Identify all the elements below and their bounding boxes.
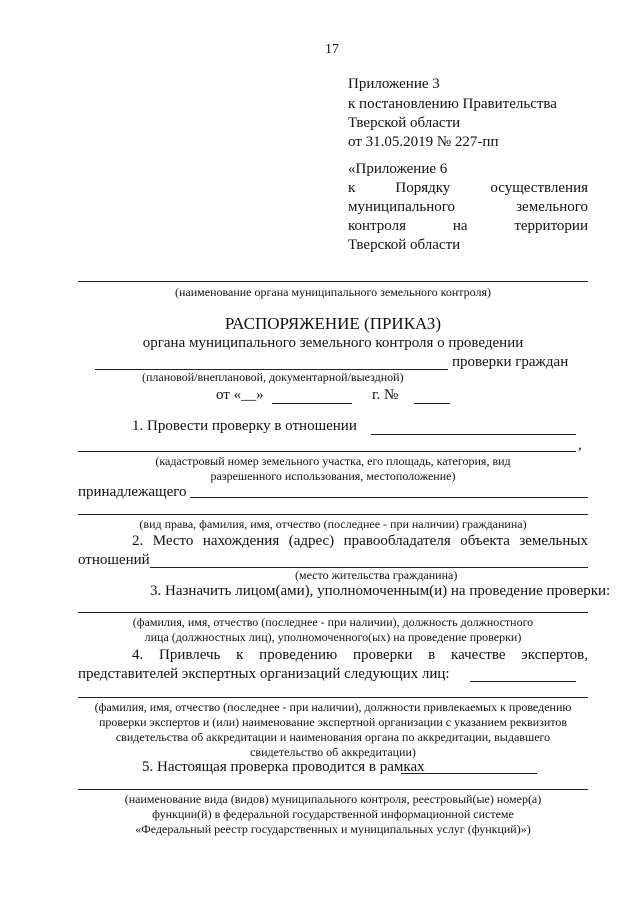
item4-caption-2: проверки экспертов и (или) наименование экспертной организации с указанием реквизитов	[98, 715, 568, 729]
item1-text: 1. Провести проверку в отношении	[132, 418, 357, 434]
item4-caption-4: свидетельство об аккредитации)	[250, 745, 416, 759]
item1-parcel-field[interactable]	[78, 451, 576, 452]
org-name-field[interactable]	[78, 281, 588, 282]
header-line-2: к постановлению Правительства	[348, 96, 557, 112]
item5-scope-field[interactable]	[401, 773, 537, 774]
item1-caption-3: (вид права, фамилия, имя, отчество (последнее - при наличии) гражданина)	[139, 517, 527, 531]
item1-caption-2: разрешенного использования, местоположение)	[210, 469, 456, 483]
item4-experts-field[interactable]	[470, 681, 576, 682]
year-number-label: г. №	[372, 387, 399, 403]
header-line-3: Тверской области	[348, 115, 461, 131]
document-subtitle: органа муниципального земельного контроля о проведении	[142, 335, 524, 351]
header-line-4: от 31.05.2019 № 227-пп	[348, 134, 499, 150]
owner-field-2[interactable]	[78, 514, 588, 515]
page-number: 17	[325, 42, 339, 57]
appendix-line-5: Тверской области	[348, 237, 461, 253]
item5-text: 5. Настоящая проверка проводится в рамках	[142, 759, 425, 775]
org-name-caption: (наименование органа муниципального земельного контроля)	[174, 285, 492, 299]
appendix-line-3: муниципального земельного	[348, 199, 588, 215]
item1-caption-1: (кадастровый номер земельного участка, его площадь, категория, вид	[155, 454, 511, 468]
date-month-field[interactable]	[272, 403, 352, 404]
item1-subject-field[interactable]	[371, 434, 576, 435]
item3-text: 3. Назначить лицом(ами), уполномоченным(и) на проведение проверки:	[150, 583, 611, 599]
item4-experts-field-2[interactable]	[78, 697, 588, 698]
item3-caption-1: (фамилия, имя, отчество (последнее - при наличии), должность должностного	[132, 615, 534, 629]
document-title: РАСПОРЯЖЕНИЕ (ПРИКАЗ)	[224, 314, 442, 333]
item5-caption-1: (наименование вида (видов) муниципального контроля, реестровый(ые) номер(а)	[124, 792, 542, 806]
item4-line-2: представителей экспертных организаций следующих лиц:	[78, 666, 450, 682]
item5-caption-2: функции(й) в федеральной государственной информационной системе	[152, 807, 514, 821]
item4-line-1: 4. Привлечь к проведению проверки в качестве экспертов,	[132, 647, 588, 663]
item2-line-1: 2. Место нахождения (адрес) правообладателя объекта земельных	[132, 533, 588, 549]
appendix-line-4: контроля на территории	[348, 218, 588, 234]
belongs-label: принадлежащего	[78, 484, 187, 500]
item3-persons-field[interactable]	[78, 612, 588, 613]
item2-caption: (место жительства гражданина)	[295, 568, 458, 582]
item4-caption-3: свидетельства об аккредитации и наименования органа по аккредитации, выдавшего	[115, 730, 551, 744]
order-number-field[interactable]	[414, 403, 450, 404]
check-type-caption: (плановой/внеплановой, документарной/выездной)	[142, 370, 404, 384]
item5-scope-field-2[interactable]	[78, 789, 588, 790]
header-line-1: Приложение 3	[348, 76, 440, 92]
item5-caption-3: «Федеральный реестр государственных и муниципальных услуг (функций)»)	[135, 822, 531, 836]
item3-caption-2: лица (должностных лиц), уполномоченного(ых) на проведение проверки)	[144, 630, 522, 644]
appendix-line-1: «Приложение 6	[348, 161, 448, 177]
item4-caption-1: (фамилия, имя, отчество (последнее - при наличии), должности привлекаемых к проведению	[94, 700, 572, 714]
subtitle-tail: проверки граждан	[452, 354, 569, 370]
item1-comma: ,	[578, 437, 582, 453]
owner-field[interactable]	[190, 497, 588, 498]
date-prefix: от «__»	[216, 387, 264, 403]
item2-line-2: отношений	[78, 552, 150, 568]
appendix-line-2: к Порядку осуществления	[348, 180, 588, 196]
